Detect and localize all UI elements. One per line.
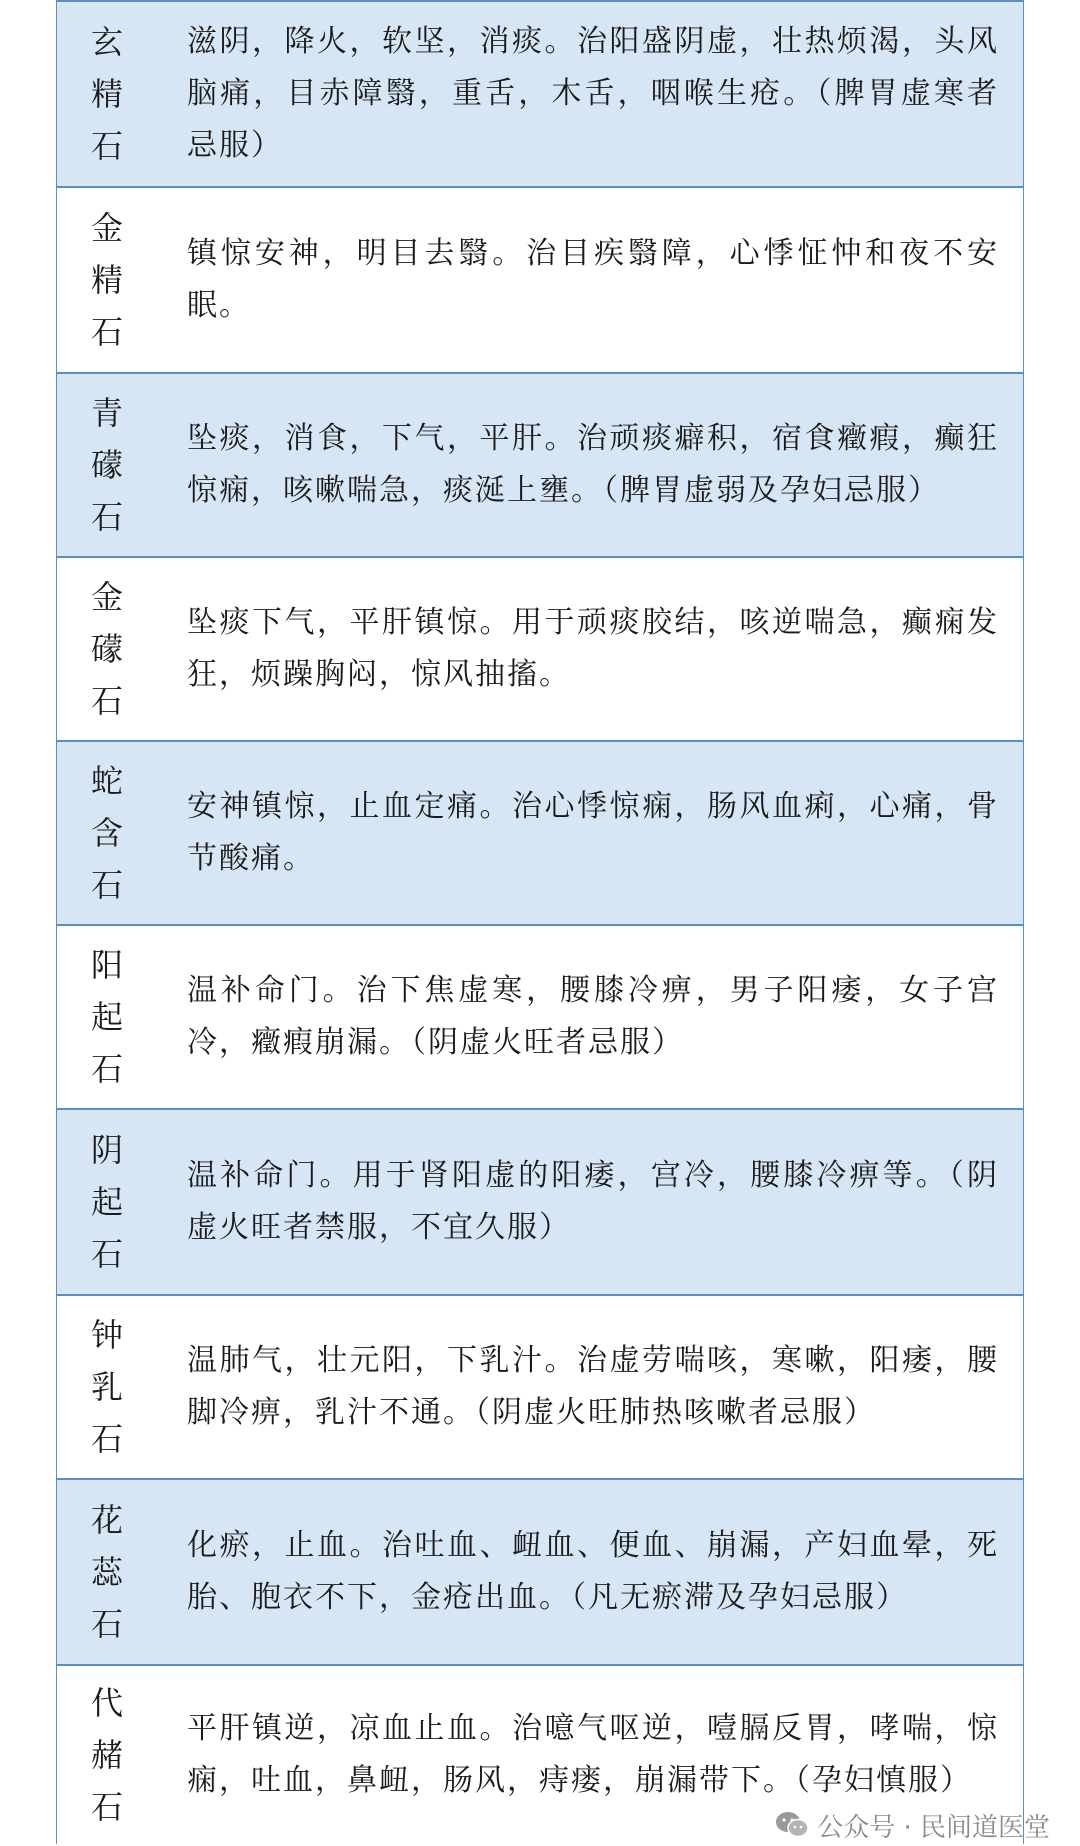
table-row [57,0,1023,186]
herb-name-cell [57,1296,157,1478]
herb-name-cell [57,1666,157,1844]
herb-desc-cell [187,926,999,1108]
table-row [57,924,1023,1108]
herb-desc-cell [187,1110,999,1294]
herb-name-cell [57,374,157,556]
table-row [57,1294,1023,1478]
herb-desc-cell [187,188,999,372]
herb-desc-cell [187,2,999,186]
wechat-watermark [775,1808,1050,1842]
table-row [57,372,1023,556]
herb-name: 玄精石 [90,23,123,165]
table-row [57,186,1023,372]
herb-description: 温肺气，壮元阳，下乳汁。治虚劳喘咳，寒嗽，阳痿，腰脚冷痹，乳汁不通。（阴虚火旺肺热咳嗽者忌服） [187,1343,999,1430]
table-row [57,1108,1023,1294]
herb-name: 金礞石 [90,578,123,720]
herb-description: 坠痰下气，平肝镇惊。用于顽痰胶结，咳逆喘急，癫痫发狂，烦躁胸闷，惊风抽搐。 [187,605,999,692]
herb-name-cell [57,742,157,924]
herb-description: 滋阴，降火，软坚，消痰。治阳盛阴虚，壮热烦渴，头风脑痛，目赤障翳，重舌，木舌，咽喉生疮。（脾胃虚寒者忌服） [187,24,999,163]
watermark-text: 公众号 · 民间道医堂 [817,1812,1050,1843]
herb-name: 阳起石 [90,946,123,1088]
herb-desc-cell [187,1296,999,1478]
herb-description: 平肝镇逆，凉血止血。治噫气呕逆，噎膈反胃，哮喘，惊痫，吐血，鼻衄，肠风，痔瘘，崩漏带下。（孕妇慎服） [187,1711,999,1798]
herb-name-cell [57,1110,157,1294]
herb-name-cell [57,188,157,372]
herb-description: 化瘀，止血。治吐血、衄血、便血、崩漏，产妇血晕，死胎、胞衣不下，金疮出血。（凡无瘀滞及孕妇忌服） [187,1528,999,1615]
herb-name: 蛇含石 [90,762,123,904]
table-row [57,1478,1023,1664]
herb-description: 温补命门。治下焦虚寒，腰膝冷痹，男子阳痿，女子宫冷，癥瘕崩漏。（阴虚火旺者忌服） [187,973,999,1060]
herb-name: 钟乳石 [90,1316,123,1458]
wechat-icon [775,1811,809,1839]
herb-name-cell [57,2,157,186]
table-row [57,740,1023,924]
herb-desc-cell [187,558,999,740]
herb-description: 坠痰，消食，下气，平肝。治顽痰癖积，宿食癥瘕，癫狂惊痫，咳嗽喘急，痰涎上壅。（脾胃虚弱及孕妇忌服） [187,421,999,508]
herb-description: 安神镇惊，止血定痛。治心悸惊痫，肠风血痢，心痛，骨节酸痛。 [187,789,999,876]
herb-description: 温补命门。用于肾阳虚的阳痿，宫冷，腰膝冷痹等。（阴虚火旺者禁服，不宜久服） [187,1158,999,1245]
table-row [57,556,1023,740]
herb-desc-cell [187,374,999,556]
herb-desc-cell [187,742,999,924]
herb-desc-cell [187,1480,999,1664]
herb-name-cell [57,1480,157,1664]
herb-name: 阴起石 [90,1131,123,1273]
herb-name-cell [57,926,157,1108]
herb-name: 青礞石 [90,394,123,536]
herb-name: 金精石 [90,209,123,351]
herb-name: 代赭石 [90,1684,123,1826]
herb-description: 镇惊安神，明目去翳。治目疾翳障，心悸怔忡和夜不安眠。 [187,236,999,323]
herb-name-cell [57,558,157,740]
herb-name: 花蕊石 [90,1501,123,1643]
